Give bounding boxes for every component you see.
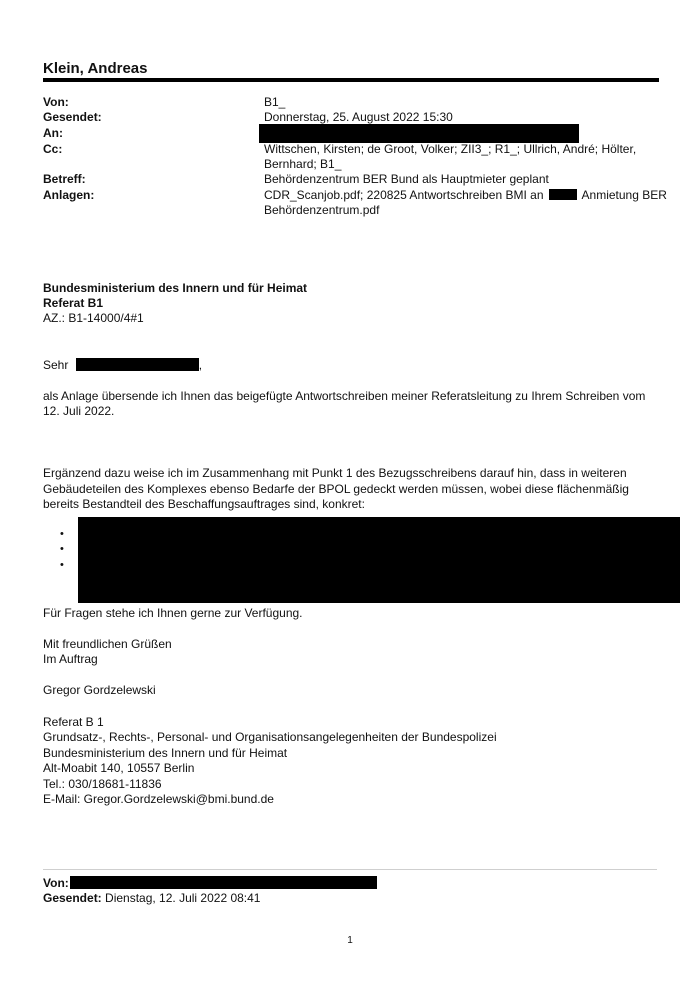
cc-label: Cc: bbox=[43, 142, 63, 156]
attachments-text-b: Anmietung BER bbox=[581, 188, 667, 202]
document-title: Klein, Andreas bbox=[43, 60, 148, 77]
list-bullet: • bbox=[60, 543, 64, 555]
signature-line-4: Alt-Moabit 140, 10557 Berlin bbox=[43, 761, 195, 775]
signature-line-3: Bundesministerium des Innern und für Heimat bbox=[43, 746, 288, 760]
attachments-text-a: CDR_Scanjob.pdf; 220825 Antwortschreiben BMI an bbox=[264, 188, 544, 202]
attachments-label: Anlagen: bbox=[43, 188, 95, 202]
paragraph-2-line-2: Gebäudeteilen des Komplexes ebenso Bedarfe der BPOL gedeckt werden müssen, wobei diese flächenmäßig bbox=[43, 482, 629, 496]
signer-name: Gregor Gordzelewski bbox=[43, 683, 156, 697]
subject-value: Behördenzentrum BER Bund als Hauptmieter geplant bbox=[264, 172, 549, 186]
redaction-previous-sender bbox=[70, 876, 377, 889]
sent-label: Gesendet: bbox=[43, 110, 102, 124]
reference-number: AZ.: B1-14000/4#1 bbox=[43, 311, 144, 325]
attachments-line-1 bbox=[264, 188, 684, 204]
redaction-attachment-recipient bbox=[549, 189, 577, 200]
closing-line-1: Mit freundlichen Grüßen bbox=[43, 637, 172, 651]
list-bullet: • bbox=[60, 528, 64, 540]
quoted-message-divider bbox=[43, 869, 657, 870]
cc-line-1: Wittschen, Kirsten; de Groot, Volker; ZII3_; R1_; Ullrich, André; Hölter, bbox=[264, 142, 637, 156]
previous-sent-label: Gesendet: bbox=[43, 891, 102, 905]
paragraph-1-line-2: 12. Juli 2022. bbox=[43, 404, 115, 418]
page-number: 1 bbox=[347, 935, 353, 946]
salutation bbox=[43, 358, 653, 374]
from-value: B1_ bbox=[264, 95, 286, 109]
ministry-name: Bundesministerium des Innern und für Heimat bbox=[43, 281, 308, 295]
from-label: Von: bbox=[43, 95, 69, 109]
subject-label: Betreff: bbox=[43, 172, 86, 186]
to-label: An: bbox=[43, 126, 63, 140]
paragraph-1-line-1: als Anlage übersende ich Ihnen das beigefügte Antwortschreiben meiner Referatsleitung zu Ihrem Schreiben vom bbox=[43, 389, 646, 403]
salutation-end: , bbox=[198, 358, 203, 372]
title-divider bbox=[43, 78, 659, 82]
redaction-to bbox=[259, 124, 579, 143]
signature-line-5: Tel.: 030/18681-11836 bbox=[43, 777, 162, 791]
redaction-recipient-name bbox=[76, 358, 199, 371]
redaction-list-block bbox=[78, 517, 680, 603]
signature-email: E-Mail: Gregor.Gordzelewski@bmi.bund.de bbox=[43, 792, 274, 806]
previous-sent-value: Dienstag, 12. Juli 2022 08:41 bbox=[105, 891, 261, 905]
paragraph-2-line-1: Ergänzend dazu weise ich im Zusammenhang mit Punkt 1 des Bezugsschreibens darauf hin, dass in weiteren bbox=[43, 466, 627, 480]
sent-value: Donnerstag, 25. August 2022 15:30 bbox=[264, 110, 453, 124]
previous-sent bbox=[43, 891, 260, 906]
signature-line-2: Grundsatz-, Rechts-, Personal- und Organisationsangelegenheiten der Bundespolizei bbox=[43, 730, 497, 744]
questions-line: Für Fragen stehe ich Ihnen gerne zur Verfügung. bbox=[43, 606, 303, 620]
department-name: Referat B1 bbox=[43, 296, 104, 310]
cc-line-2: Bernhard; B1_ bbox=[264, 157, 342, 171]
signature-line-1: Referat B 1 bbox=[43, 715, 104, 729]
attachments-line-2: Behördenzentrum.pdf bbox=[264, 203, 380, 217]
previous-from-label: Von: bbox=[43, 876, 69, 890]
closing-line-2: Im Auftrag bbox=[43, 652, 98, 666]
salutation-start: Sehr bbox=[43, 358, 69, 372]
paragraph-2-line-3: bereits Bestandteil des Beschaffungsauftrages sind, konkret: bbox=[43, 497, 365, 511]
list-bullet: • bbox=[60, 559, 64, 571]
